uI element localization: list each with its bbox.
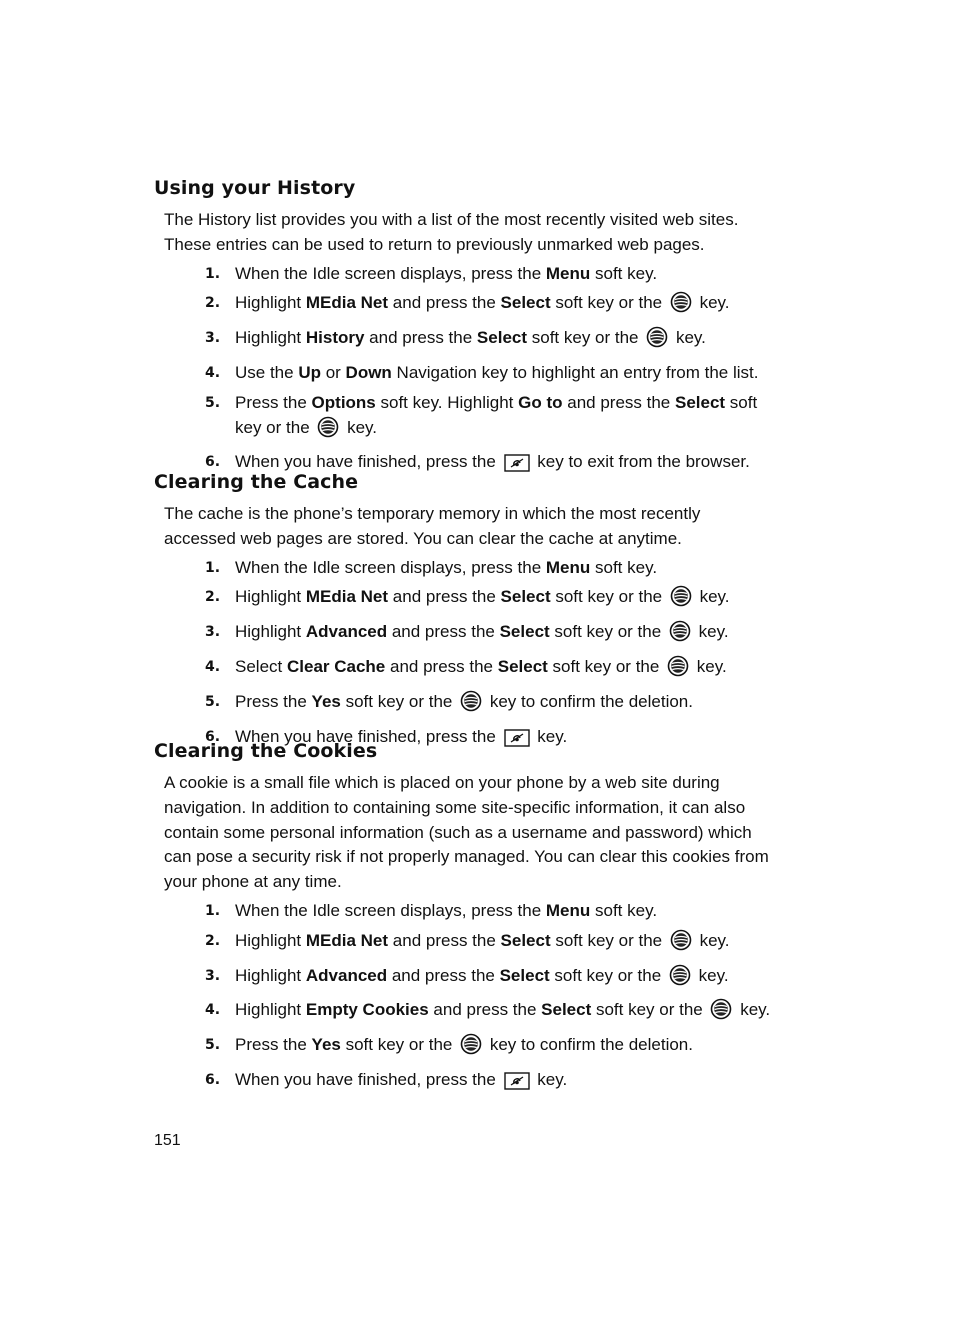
step-text: soft key. Highlight <box>375 392 519 412</box>
step-text: soft key or the <box>550 587 667 607</box>
step-text: key to exit from the browser. <box>532 452 750 472</box>
step-number: 3. <box>205 967 221 984</box>
list-item <box>154 899 775 924</box>
step-number: 5. <box>205 693 221 710</box>
key-label: Menu <box>545 263 591 283</box>
step-text: soft key or the <box>591 1000 708 1020</box>
section-heading: Clearing the Cache <box>154 471 359 493</box>
step-number: 2. <box>205 589 221 606</box>
end-key-icon <box>504 1072 530 1098</box>
step-text: key. <box>693 965 729 985</box>
key-label: Up <box>298 362 321 382</box>
key-label: Menu <box>545 900 591 920</box>
step-text: Highlight <box>235 293 306 313</box>
step-text: or <box>320 362 346 382</box>
step-text: soft key or the <box>550 293 667 313</box>
step-text: key to confirm the deletion. <box>485 1035 693 1055</box>
step-text: soft key or the <box>547 656 665 676</box>
step-text: key. <box>532 1069 568 1089</box>
step-text: and press the <box>388 930 501 950</box>
page-number: 151 <box>154 1132 181 1149</box>
section-intro: A cookie is a small file which is placed on your phone by a web site during navigation. In addition to containing some site-specific information, it can also contain some personal information (such as a username and password) which can pose a security risk if not properly managed. You can clear this cookies from your phone at any time. <box>164 773 769 892</box>
list-item <box>154 291 775 321</box>
step-text: key. <box>693 622 729 642</box>
step-text: Highlight <box>235 622 306 642</box>
list-item <box>154 620 775 650</box>
step-text: and press the <box>387 622 500 642</box>
att-globe-icon <box>460 690 482 720</box>
step-text: soft key. <box>590 557 658 577</box>
att-globe-icon <box>670 291 692 321</box>
key-label: Go to <box>518 392 563 412</box>
step-text: soft key or the <box>527 328 644 348</box>
step-text: When the Idle screen displays, press the <box>235 900 546 920</box>
att-globe-icon <box>670 585 692 615</box>
key-label: MEdia Net <box>305 930 389 950</box>
step-text: Highlight <box>235 1000 306 1020</box>
step-number: 1. <box>205 559 221 576</box>
steps-list <box>154 262 784 481</box>
step-text: and press the <box>387 965 500 985</box>
step-text: and press the <box>364 328 477 348</box>
key-label: Clear Cache <box>286 656 386 676</box>
list-item <box>154 262 775 287</box>
list-item <box>154 929 775 959</box>
list-item <box>154 585 775 615</box>
step-text: key. <box>694 930 730 950</box>
key-label: Advanced <box>305 965 388 985</box>
step-text: soft key or the <box>340 691 458 711</box>
step-text: Select <box>235 656 287 676</box>
key-label: Yes <box>311 1035 341 1055</box>
att-globe-icon <box>646 326 668 356</box>
step-text: key. <box>694 587 730 607</box>
key-label: Menu <box>545 557 591 577</box>
step-text: key. <box>735 1000 771 1020</box>
steps-list <box>154 899 784 1098</box>
list-item <box>154 556 775 581</box>
step-text: key. <box>342 417 378 437</box>
key-label: Select <box>497 656 548 676</box>
section-using-history <box>154 176 784 485</box>
step-text: When the Idle screen displays, press the <box>235 263 546 283</box>
step-text: Press the <box>235 1035 312 1055</box>
att-globe-icon <box>670 929 692 959</box>
list-item <box>154 1068 775 1098</box>
key-label: MEdia Net <box>305 587 389 607</box>
section-intro: The History list provides you with a list of the most recently visited web sites. These entries can be used to return to previously unmarked web pages. <box>164 210 739 254</box>
att-globe-icon <box>710 998 732 1028</box>
key-label: Down <box>345 362 392 382</box>
step-text: When you have finished, press the <box>235 726 501 746</box>
step-number: 4. <box>205 658 221 675</box>
step-text: key. <box>671 328 706 348</box>
list-item <box>154 361 775 386</box>
step-text: Use the <box>235 362 299 382</box>
key-label: Select <box>499 965 550 985</box>
step-text: Navigation key to highlight an entry from the list. <box>391 362 759 382</box>
key-label: MEdia Net <box>305 293 389 313</box>
step-text: When the Idle screen displays, press the <box>235 557 546 577</box>
key-label: Select <box>500 293 551 313</box>
key-label: Options <box>311 392 376 412</box>
step-number: 6. <box>205 728 221 745</box>
step-text: and press the <box>428 1000 542 1020</box>
list-item <box>154 1033 775 1063</box>
att-globe-icon <box>669 964 691 994</box>
list-item <box>154 326 775 356</box>
step-text: Press the <box>235 392 312 412</box>
step-text: Highlight <box>235 328 306 348</box>
step-text: soft key or the <box>549 965 666 985</box>
step-number: 3. <box>205 624 221 641</box>
step-number: 4. <box>205 364 221 381</box>
step-text: soft key or the <box>235 392 758 437</box>
key-label: Select <box>476 328 528 348</box>
step-text: soft key or the <box>340 1035 458 1055</box>
step-text: When you have finished, press the <box>235 452 501 472</box>
step-text: Highlight <box>235 930 306 950</box>
step-text: When you have finished, press the <box>235 1069 501 1089</box>
step-number: 4. <box>205 1002 221 1019</box>
key-label: Empty Cookies <box>305 1000 429 1020</box>
step-number: 1. <box>205 902 221 919</box>
step-text: key. <box>694 293 730 313</box>
key-label: Select <box>674 392 726 412</box>
step-text: soft key. <box>590 900 658 920</box>
key-label: Select <box>500 587 551 607</box>
list-item <box>154 391 775 446</box>
section-clearing-cookies <box>154 739 784 1103</box>
att-globe-icon <box>667 655 689 685</box>
step-text: Highlight <box>235 587 306 607</box>
step-number: 1. <box>205 265 221 282</box>
step-number: 5. <box>205 394 221 411</box>
step-text: and press the <box>385 656 498 676</box>
step-text: key. <box>692 656 727 676</box>
step-text: key to confirm the deletion. <box>485 691 693 711</box>
att-globe-icon <box>460 1033 482 1063</box>
step-text: key. <box>532 726 568 746</box>
step-text: and press the <box>562 392 675 412</box>
section-clearing-cache <box>154 470 784 759</box>
step-text: Highlight <box>235 965 306 985</box>
step-number: 3. <box>205 330 221 347</box>
key-label: History <box>305 328 365 348</box>
steps-list <box>154 556 784 755</box>
att-globe-icon <box>669 620 691 650</box>
section-heading: Clearing the Cookies <box>154 740 378 762</box>
step-text: soft key or the <box>550 930 667 950</box>
key-label: Select <box>541 1000 592 1020</box>
step-text: Press the <box>235 691 312 711</box>
step-number: 2. <box>205 295 221 312</box>
list-item <box>154 964 775 994</box>
list-item <box>154 655 775 685</box>
section-heading: Using your History <box>154 177 356 199</box>
section-intro: The cache is the phone’s temporary memory in which the most recently accessed web pages are stored. You can clear the cache at anytime. <box>164 504 701 548</box>
key-label: Select <box>499 622 550 642</box>
step-text: soft key. <box>590 263 658 283</box>
step-number: 6. <box>205 1071 221 1088</box>
key-label: Advanced <box>305 622 388 642</box>
step-number: 2. <box>205 932 221 949</box>
step-text: soft key or the <box>549 622 666 642</box>
step-text: and press the <box>388 587 501 607</box>
key-label: Select <box>500 930 551 950</box>
att-globe-icon <box>317 416 339 446</box>
step-text: and press the <box>388 293 501 313</box>
step-number: 5. <box>205 1037 221 1054</box>
list-item <box>154 998 775 1028</box>
key-label: Yes <box>311 691 341 711</box>
step-number: 6. <box>205 454 221 471</box>
list-item <box>154 690 775 720</box>
